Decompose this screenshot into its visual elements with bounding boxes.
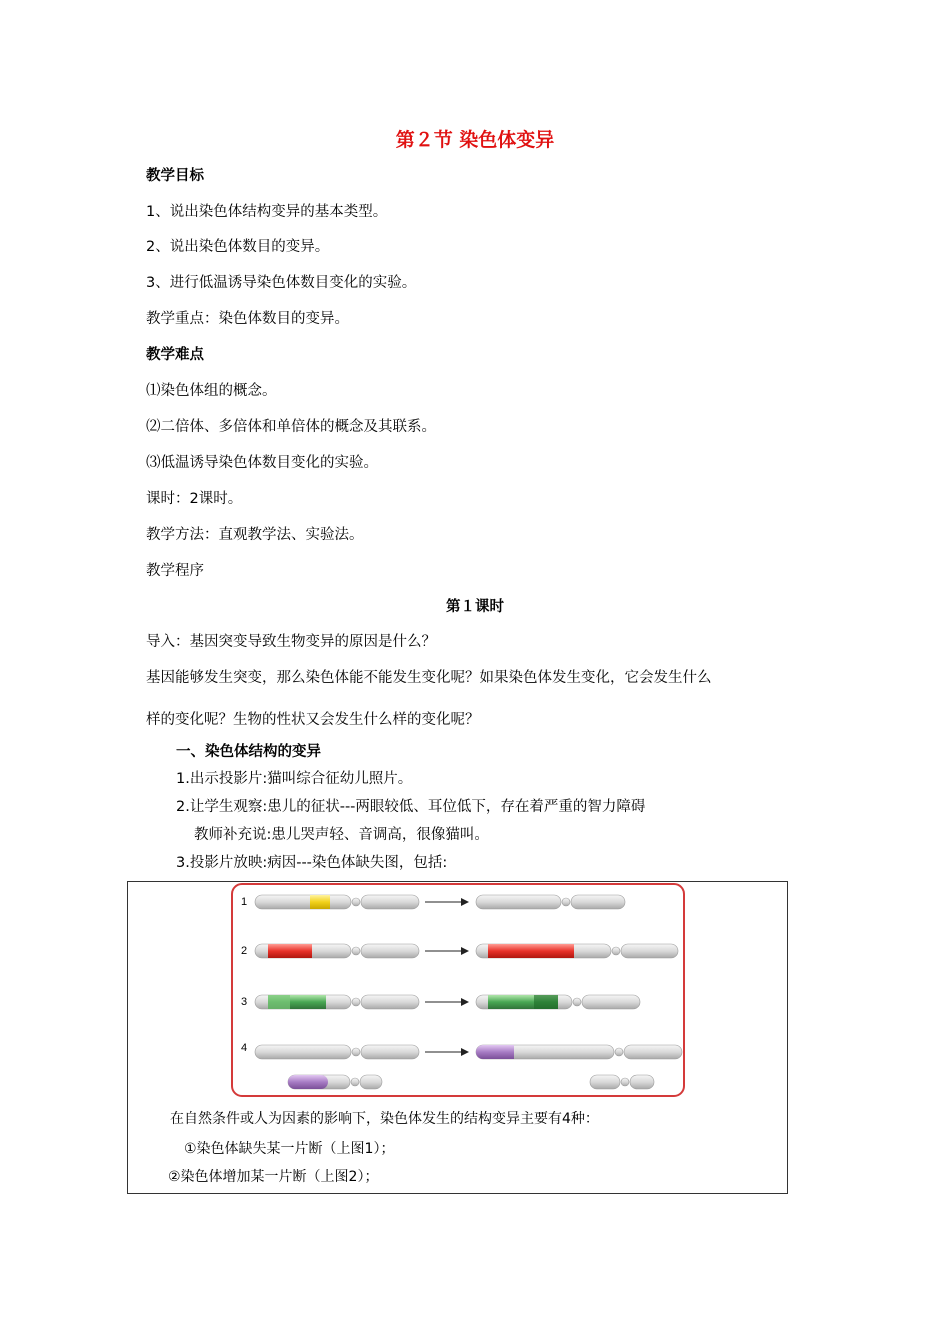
paragraph-line: 基因能够发生突变，那么染色体能不能发生变化呢？如果染色体发生变化，它会发生什么 [146, 670, 712, 686]
objective-item: 3、进行低温诱导染色体数目变化的实验。 [146, 275, 417, 291]
chromosome-result-row1 [476, 895, 625, 909]
diagram-frame [232, 884, 684, 1096]
difficulty-item: ⑶低温诱导染色体数目变化的实验。 [146, 455, 378, 471]
row-label: 1 [241, 896, 248, 908]
figure-list-item: ②染色体增加某一片断（上图2）； [168, 1169, 379, 1185]
page-title: 第２节 染色体变异 [395, 129, 555, 151]
chromosome-variation-diagram [230, 883, 686, 1098]
difficulty-heading: 教学难点 [146, 347, 204, 363]
row-label: 4 [241, 1042, 248, 1054]
difficulty-item: ⑵二倍体、多倍体和单倍体的概念及其联系。 [146, 419, 436, 435]
chromosome-result-row3 [476, 995, 640, 1009]
row-label: 2 [241, 945, 248, 957]
objectives-heading: 教学目标 [146, 168, 204, 184]
procedure-heading: 教学程序 [146, 563, 204, 579]
objective-item: 1、说出染色体结构变异的基本类型。 [146, 204, 388, 220]
figure-caption: 在自然条件或人为因素的影响下，染色体发生的结构变异主要有4种： [170, 1111, 599, 1127]
chromosome-original-row3 [255, 995, 419, 1009]
chromosome-result-row4 [476, 1045, 682, 1059]
key-point: 教学重点：染色体数目的变异。 [146, 311, 349, 327]
teaching-methods: 教学方法：直观教学法、实验法。 [146, 527, 364, 543]
step-item: 1.出示投影片:猫叫综合征幼儿照片。 [176, 771, 413, 787]
chromosome-result-row2 [476, 944, 678, 958]
step-item: 3.投影片放映:病因---染色体缺失图，包括: [176, 855, 448, 871]
chromosome-original-row1 [255, 895, 419, 909]
section-heading: 一、染色体结构的变异 [176, 744, 321, 760]
row-label: 3 [241, 996, 248, 1008]
class-hours: 课时：2课时。 [146, 491, 243, 507]
step-note: 教师补充说:患儿哭声轻、音调高，很像猫叫。 [194, 827, 489, 843]
intro-question: 导入：基因突变导致生物变异的原因是什么？ [146, 634, 436, 650]
chromosome-original-row4 [255, 1045, 419, 1059]
lesson-heading: 第１课时 [446, 599, 504, 615]
step-item: 2.让学生观察:患儿的征状---两眼较低、耳位低下，存在着严重的智力障碍 [176, 799, 646, 815]
chromosome-original-row2 [255, 944, 419, 958]
difficulty-item: ⑴染色体组的概念。 [146, 383, 277, 399]
paragraph-line: 样的变化呢？生物的性状又会发生什么样的变化呢？ [146, 712, 480, 728]
small-chromosome-original [288, 1075, 382, 1089]
figure-list-item: ①染色体缺失某一片断（上图1）； [184, 1141, 395, 1157]
objective-item: 2、说出染色体数目的变异。 [146, 239, 330, 255]
